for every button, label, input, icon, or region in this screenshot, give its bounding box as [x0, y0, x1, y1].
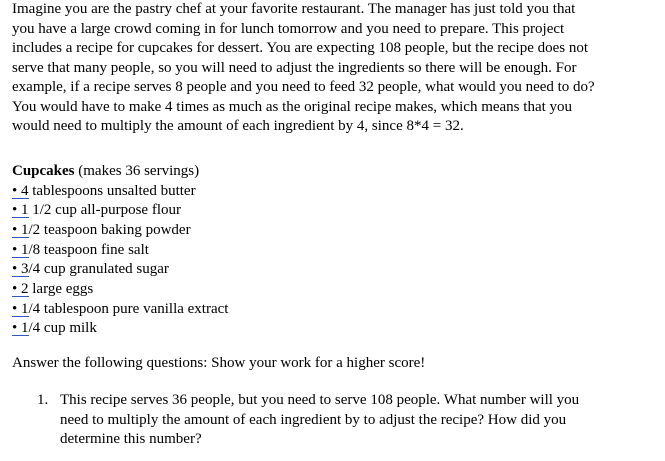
ingredient-text: /8 teaspoon fine salt	[28, 241, 149, 258]
list-item	[12, 241, 228, 261]
question-line: This recipe serves 36 people, but you need to serve 108 people. What number will you	[60, 392, 580, 408]
ingredient-bullet-marker: • 1	[12, 300, 29, 317]
ingredient-text: /4 tablespoon pure vanilla extract	[28, 300, 229, 317]
question-text	[60, 391, 579, 450]
list-item	[12, 280, 228, 300]
ingredient-text: 1/2 cup all-purpose flour	[28, 202, 181, 219]
intro-line: serve that many people, so you will need to adjust the ingredients so there will be enough. For	[12, 59, 577, 76]
ingredient-bullet-marker: • 4	[12, 182, 29, 199]
list-item	[12, 260, 228, 280]
recipe-title: Cupcakes	[12, 163, 75, 179]
list-item	[12, 319, 228, 339]
document-body	[12, 0, 657, 137]
list-item	[12, 221, 228, 241]
answer-instructions: Answer the following questions: Show your work for a higher score!	[12, 355, 426, 371]
ingredient-text: /2 teaspoon baking powder	[28, 221, 191, 238]
ingredient-text: large eggs	[28, 281, 94, 298]
intro-line: includes a recipe for cupcakes for dessert. You are expecting 108 people, but the recipe does not	[12, 40, 589, 56]
list-item	[12, 201, 228, 221]
ingredient-bullet-marker: • 1	[12, 320, 29, 337]
ingredient-bullet-marker: • 1	[12, 202, 29, 219]
intro-line: would need to multiply the amount of each ingredient by 4, since 8*4 = 32.	[12, 118, 464, 134]
ingredient-bullet-marker: • 1	[12, 241, 29, 258]
ingredient-text: /4 cup milk	[28, 320, 97, 337]
recipe-servings: (makes 36 servings)	[74, 163, 200, 179]
ingredient-bullet-marker: • 3	[12, 261, 29, 278]
ingredient-list	[12, 182, 228, 340]
question-line: determine this number?	[60, 431, 202, 447]
intro-line: example, if a recipe serves 8 people and you need to feed 32 people, what would you need to do?	[12, 79, 595, 95]
intro-line: you have a large crowd coming in for lunch tomorrow and you need to prepare. This project	[12, 20, 565, 37]
ingredient-bullet-marker: • 2	[12, 281, 29, 298]
intro-paragraph	[12, 0, 657, 137]
recipe-heading	[12, 162, 228, 182]
intro-line: Imagine you are the pastry chef at your favorite restaurant. The manager has just told you that	[12, 1, 576, 17]
ingredient-text: /4 cup granulated sugar	[28, 261, 169, 278]
list-item	[12, 182, 228, 202]
ingredient-bullet-marker: • 1	[12, 221, 29, 238]
question-number: 1.	[37, 392, 49, 408]
intro-line: You would have to make 4 times as much as the original recipe makes, which means that you	[12, 98, 573, 115]
list-item	[12, 300, 228, 320]
recipe-section	[12, 162, 228, 339]
question-line: need to multiply the amount of each ingredient by to adjust the recipe? How did you	[60, 411, 567, 428]
ingredient-text: tablespoons unsalted butter	[28, 182, 196, 199]
